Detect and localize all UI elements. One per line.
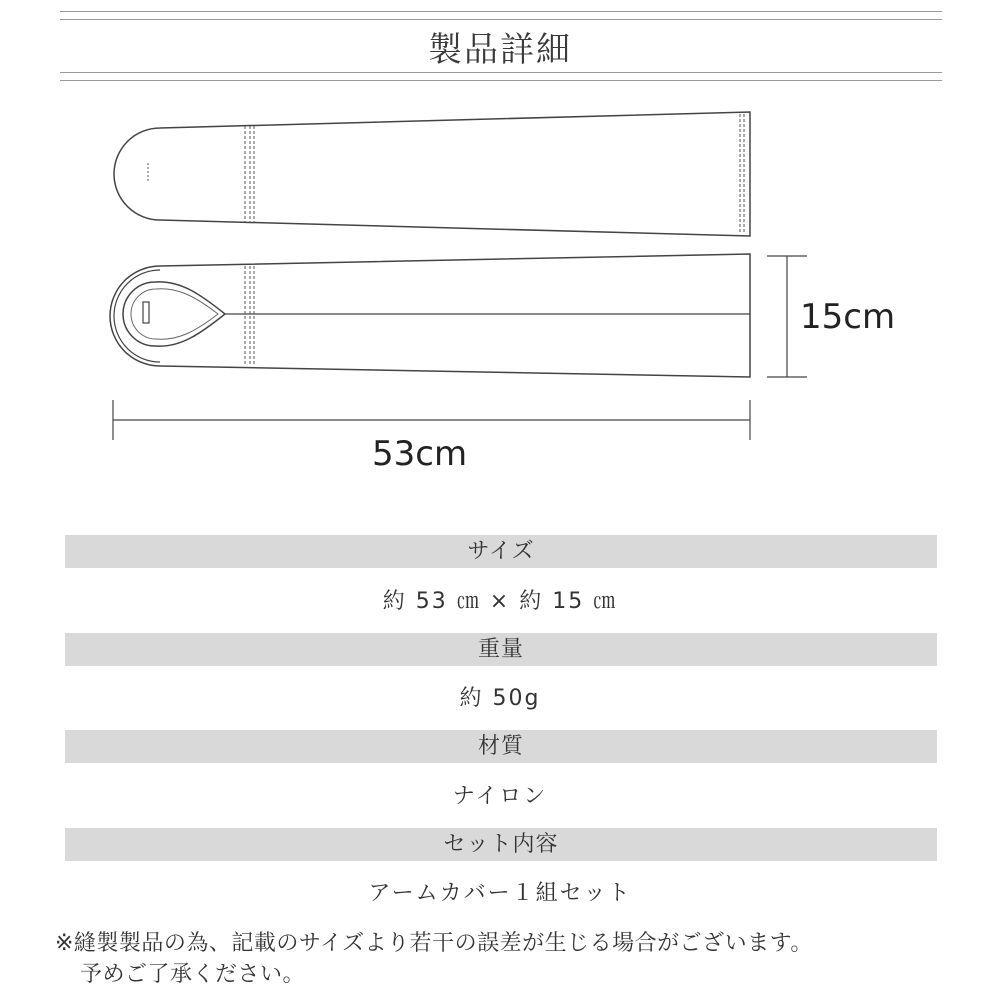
disclaimer-note [55, 928, 955, 990]
spec-header-contents: セット内容 [65, 828, 937, 861]
spec-header-weight: 重量 [65, 633, 937, 666]
thumb-hole-teardrop-inner [131, 289, 218, 340]
spec-value-size: 約 53 ㎝ × 約 15 ㎝ [382, 589, 618, 614]
thumb-hole-tag [143, 302, 149, 323]
spec-header-size: サイズ [65, 535, 937, 568]
spec-header-material: 材質 [65, 730, 937, 763]
page-title: 製品詳細 [428, 30, 572, 70]
spec-value-weight: 約 50g [459, 686, 541, 711]
sleeve-top-outline [114, 112, 750, 236]
disclaimer-line-2: 予めご了承ください。 [80, 962, 306, 987]
disclaimer-line-1: ※縫製製品の為、記載のサイズより若干の誤差が生じる場合がございます。 [55, 931, 813, 956]
height-dimension-label: 15cm [800, 297, 896, 337]
thumb-hole-teardrop [123, 282, 225, 346]
spec-value-contents: アームカバー１組セット [368, 881, 632, 906]
width-dimension-label: 53cm [372, 434, 468, 474]
arm-cover-diagram [0, 0, 1000, 500]
spec-value-material: ナイロン [452, 784, 548, 809]
sleeve-bottom-outline [110, 254, 750, 377]
